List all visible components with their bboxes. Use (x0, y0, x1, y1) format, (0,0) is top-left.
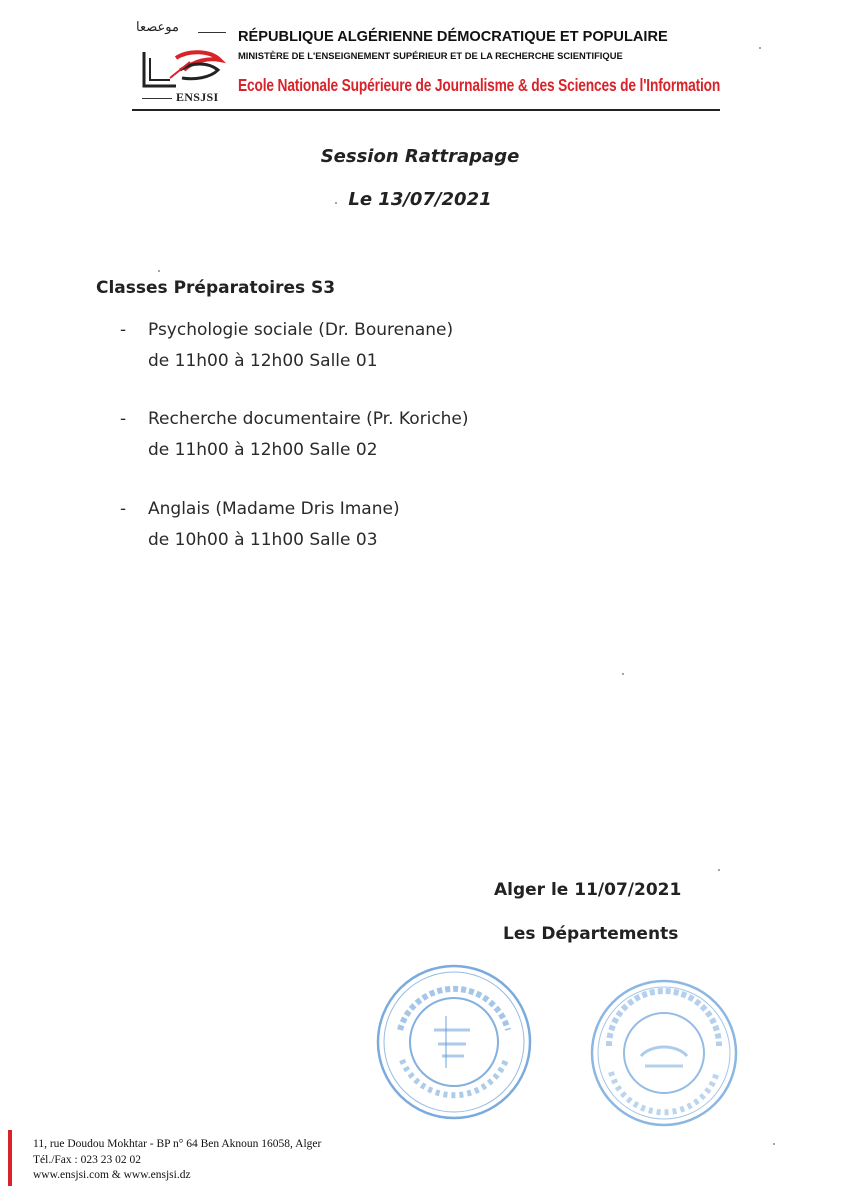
footer-address: 11, rue Doudou Mokhtar - BP n° 64 Ben Aknoun 16058, Alger (33, 1138, 322, 1150)
course-time: de 11h00 à 12h00 Salle 02 (148, 440, 378, 460)
session-date: Le 13/07/2021 (348, 189, 492, 210)
class-heading: Classes Préparatoires S3 (96, 278, 336, 298)
footer-phone: Tél./Fax : 023 23 02 02 (33, 1153, 141, 1166)
footer-web: www.ensjsi.com & www.ensjsi.dz (33, 1169, 191, 1181)
scan-speck (718, 869, 720, 871)
logo-arabic-text: موعصعا (136, 20, 179, 35)
school-logo (136, 20, 228, 106)
course-name: Recherche documentaire (Pr. Koriche) (148, 409, 469, 429)
logo-dash (142, 98, 172, 99)
official-seal-icon (585, 974, 743, 1132)
list-bullet: - (120, 499, 127, 519)
scan-speck (158, 270, 160, 272)
course-time: de 11h00 à 12h00 Salle 01 (148, 351, 378, 371)
scan-speck (335, 202, 337, 204)
book-quill-icon (140, 48, 228, 96)
list-bullet: - (120, 320, 127, 340)
footer-accent-bar (8, 1130, 12, 1186)
header-divider (132, 109, 720, 111)
course-name: Anglais (Madame Dris Imane) (148, 499, 400, 519)
ministry-title: MINISTÈRE DE L'ENSEIGNEMENT SUPÉRIEUR ET DE LA RECHERCHE SCIENTIFIQUE (238, 50, 623, 61)
school-name: Ecole Nationale Supérieure de Journalisme & des Sciences de l'Information (238, 75, 721, 95)
logo-name: ENSJSI (176, 90, 219, 104)
session-title: Session Rattrapage (320, 146, 520, 167)
official-seal-icon (372, 960, 536, 1124)
republic-title: RÉPUBLIQUE ALGÉRIENNE DÉMOCRATIQUE ET POPULAIRE (238, 29, 668, 45)
footer-contact (33, 1137, 321, 1184)
list-bullet: - (120, 409, 127, 429)
signature-department: Les Départements (503, 924, 679, 944)
scan-speck (773, 1143, 775, 1145)
course-time: de 10h00 à 11h00 Salle 03 (148, 530, 378, 550)
scan-speck (759, 47, 761, 49)
course-name: Psychologie sociale (Dr. Bourenane) (148, 320, 454, 340)
logo-dash (198, 32, 226, 33)
scan-speck (622, 673, 624, 675)
signature-place-date: Alger le 11/07/2021 (494, 880, 682, 900)
